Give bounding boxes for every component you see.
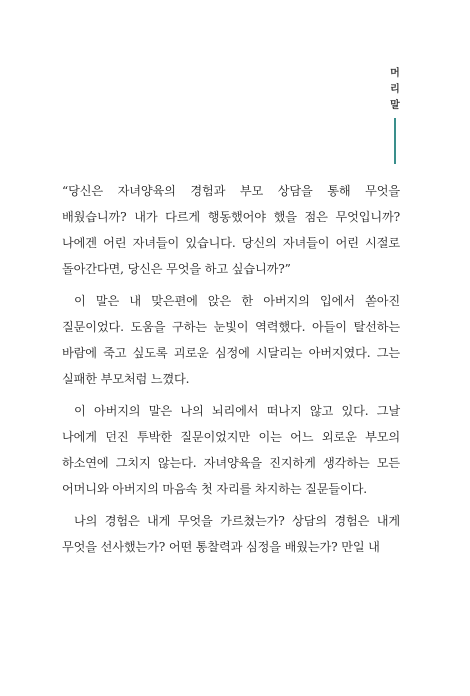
paragraph-father-question: 이 말은 내 맞은편에 앉은 한 아버지의 입에서 쏟아진 질문이었다. 도움을 구하는 눈빛이 역력했다. 아들이 탈선하는 바람에 죽고 싶도록 괴로운 심정에 시달리는 아버지였다. 그는 실패한 부모처럼 느꼈다. <box>62 294 400 386</box>
paragraph-lingering-question: 이 아버지의 말은 나의 뇌리에서 떠나지 않고 있다. 그날 나에게 던진 투박한 질문이었지만 이는 어느 외로운 부모의 하소연에 그치지 않는다. 자녀양육을 진지하게 생각하는 모든 어머니와 아버지의 마음속 첫 자리를 차지하는 질문들이다. <box>62 404 400 496</box>
section-label-char: 리 <box>390 84 400 95</box>
section-label-char: 머 <box>390 68 400 79</box>
paragraph-reflection: 나의 경험은 내게 무엇을 가르쳤는가? 상담의 경험은 내게 무엇을 선사했는가? 어떤 통찰력과 심정을 배웠는가? 만일 내 <box>62 514 400 554</box>
paragraph-quote: “당신은 자녀양육의 경험과 부모 상담을 통해 무엇을 배웠습니까? 내가 다르게 행동했어야 했을 점은 무엇입니까? 나에겐 어린 자녀들이 있습니다. 당신의 자녀들이 어린 시절로 돌아간다면, 당신은 무엇을 하고 싶습니까?” <box>62 184 400 276</box>
page-body <box>62 178 400 566</box>
section-label-preface <box>388 66 402 114</box>
section-label-char: 말 <box>390 100 400 111</box>
section-accent-line <box>394 118 396 164</box>
